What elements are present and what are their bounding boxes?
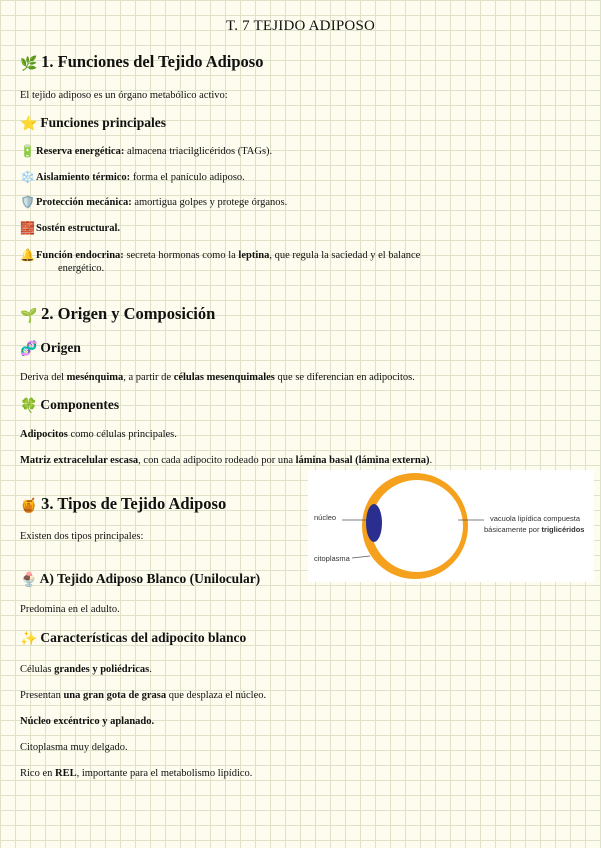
ice-cream-icon: 🍨: [20, 573, 38, 588]
seedling-icon: 🌱: [20, 309, 38, 324]
item-bold: Función endocrina:: [36, 250, 124, 261]
item-bold: Sostén estructural.: [36, 223, 120, 234]
cells-bold: grandes y poliédricas: [54, 664, 150, 675]
herb-icon: 🌿: [20, 57, 38, 72]
honey-pot-icon: 🍯: [20, 499, 38, 514]
adipocytes-bold: Adipocitos: [20, 429, 68, 440]
item-text: amortigua golpes y protege órganos.: [131, 197, 288, 208]
text: Deriva del: [20, 372, 67, 383]
item-continuation: energético.: [58, 263, 105, 274]
characteristics-subheading: [20, 630, 246, 647]
battery-icon: 🔋: [20, 144, 35, 158]
origin-subheading-text: Origen: [40, 340, 81, 355]
shield-icon: 🛡️: [20, 195, 35, 209]
text: .: [429, 455, 433, 466]
white-adipose-subheading-text: A) Tejido Adiposo Blanco (Unilocular): [39, 571, 261, 586]
text: Rico en: [20, 768, 55, 779]
section-3-heading: [20, 494, 226, 514]
cytoplasm-leader-line: [352, 556, 370, 558]
mesenchymal-cells-bold: células mesenquimales: [173, 372, 275, 383]
adipocyte-diagram: [308, 470, 594, 582]
char-rel: [20, 767, 252, 780]
section-2-heading-text: 2. Origen y Composición: [41, 304, 216, 323]
text: Células: [20, 664, 55, 675]
section-1-heading: [20, 52, 263, 72]
text: .: [149, 664, 152, 675]
components-subheading: [20, 397, 119, 414]
section-2-heading: [20, 304, 215, 324]
nucleus-label: núcleo: [314, 513, 337, 522]
char-droplet: [20, 689, 266, 702]
clover-icon: 🍀: [20, 399, 38, 414]
list-item-protection: [20, 196, 287, 209]
char-nucleus: [20, 715, 154, 728]
item-text: secreta hormonas como la: [123, 250, 239, 261]
text: , importante para el metabolismo lipídico.: [76, 768, 253, 779]
snowflake-icon: ❄️: [20, 170, 35, 184]
list-item-support: [20, 222, 120, 235]
brick-icon: 🧱: [20, 221, 35, 235]
section-3-heading-text: 3. Tipos de Tejido Adiposo: [41, 494, 227, 513]
characteristics-subheading-text: Características del adipocito blanco: [40, 630, 247, 645]
matrix-bold: Matriz extracelular escasa: [20, 455, 139, 466]
origin-subheading: [20, 340, 81, 357]
vacuole-label-line2: [484, 525, 584, 534]
triglycerides-bold: triglicéridos: [541, 525, 585, 534]
basal-lamina-bold: lámina basal (lámina externa): [295, 455, 430, 466]
mesenchyme-bold: mesénquima: [66, 372, 124, 383]
item-text: almacena triacilglicéridos (TAGs).: [124, 146, 273, 157]
text: básicamente por: [484, 525, 542, 534]
text: que desplaza el núcleo.: [166, 690, 267, 701]
item-bold: Aislamiento térmico:: [36, 172, 131, 183]
star-icon: ⭐: [20, 117, 38, 132]
text: Presentan: [20, 690, 64, 701]
text: como células principales.: [67, 429, 177, 440]
sparkles-icon: ✨: [20, 632, 38, 647]
functions-subheading-text: Funciones principales: [40, 115, 167, 130]
item-bold: Protección mecánica:: [36, 197, 132, 208]
lipid-vacuole: [371, 480, 463, 572]
origin-paragraph: [20, 371, 415, 384]
vacuole-label-line1: vacuola lipídica compuesta: [490, 514, 581, 523]
section-1-heading-text: 1. Funciones del Tejido Adiposo: [41, 52, 264, 71]
text: , a partir de: [123, 372, 174, 383]
page-title: T. 7 TEJIDO ADIPOSO: [225, 18, 376, 34]
droplet-bold: una gran gota de grasa: [63, 690, 167, 701]
nucleus-bold: Núcleo excéntrico y aplanado.: [20, 716, 155, 727]
item-bold: Reserva energética:: [36, 146, 125, 157]
functions-subheading: [20, 115, 166, 132]
components-matrix: [20, 454, 432, 467]
text: , con cada adipocito rodeado por una: [138, 455, 296, 466]
list-item-insulation: [20, 171, 245, 184]
text: que se diferencian en adipocitos.: [274, 372, 415, 383]
cytoplasm-label: citoplasma: [314, 554, 350, 563]
leptin-bold: leptina: [238, 250, 270, 261]
section-1-intro: El tejido adiposo es un órgano metabólico activo:: [20, 90, 228, 101]
components-adipocytes: [20, 428, 177, 441]
components-subheading-text: Componentes: [40, 397, 120, 412]
rel-bold: REL: [55, 768, 77, 779]
bell-icon: 🔔: [20, 248, 35, 262]
char-cytoplasm: Citoplasma muy delgado.: [20, 742, 128, 753]
nucleus-shape: [366, 504, 382, 542]
dna-icon: 🧬: [20, 342, 38, 357]
list-item-reserve: [20, 145, 272, 158]
list-item-endocrine: [20, 249, 500, 275]
white-adipose-subheading: [20, 571, 260, 588]
item-text: forma el panículo adiposo.: [130, 172, 245, 183]
white-adipose-paragraph: Predomina en el adulto.: [20, 604, 120, 615]
section-3-intro: Existen dos tipos principales:: [20, 531, 144, 542]
char-cells: [20, 663, 152, 676]
item-text: , que regula la saciedad y el balance: [269, 250, 421, 261]
